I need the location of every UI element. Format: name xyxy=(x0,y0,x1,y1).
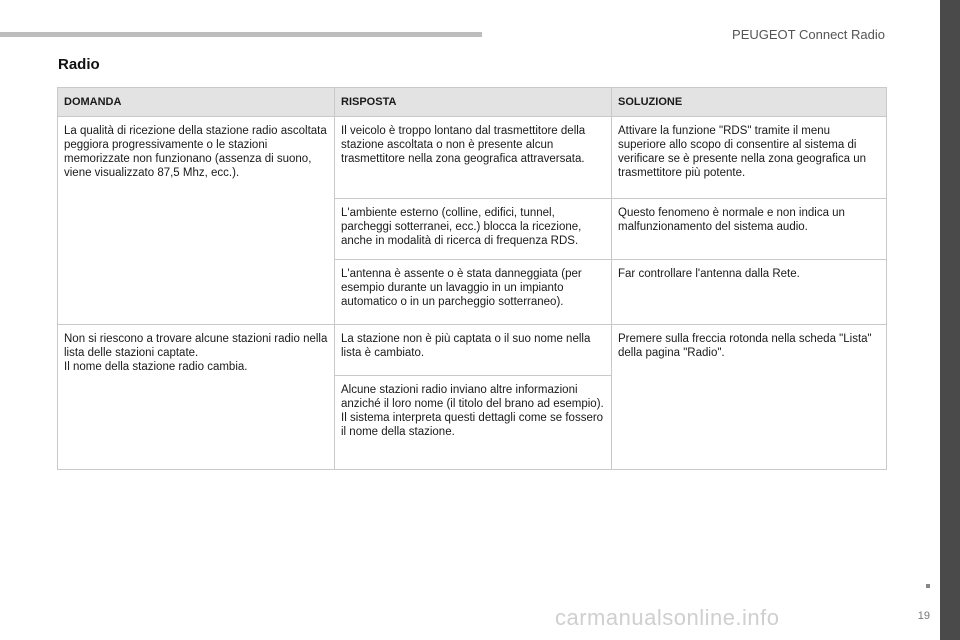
column-header-question: DOMANDA xyxy=(58,88,335,117)
page-side-bar xyxy=(940,0,960,640)
solution-cell: Premere sulla freccia rotonda nella scheda "Lista" della pagina "Radio". xyxy=(612,325,887,470)
table-row xyxy=(58,117,887,199)
page-number: 19 xyxy=(917,610,930,622)
column-header-answer: RISPOSTA xyxy=(335,88,612,117)
section-title: Radio xyxy=(58,56,100,73)
answer-cell: L'antenna è assente o è stata danneggiata (per esempio durante un lavaggio in un impianto automatico o in un parcheggio sotterraneo). xyxy=(335,260,612,325)
question-cell: La qualità di ricezione della stazione radio ascoltata peggiora progressivamente o le stazioni memorizzate non funzionano (assenza di suono, viene visualizzato 87,5 Mhz, ecc.). xyxy=(58,117,335,325)
table-row xyxy=(58,325,887,376)
solution-cell: Attivare la funzione "RDS" tramite il menu superiore allo scopo di consentire al sistema di verificare se è presente nella zona geografica un trasmettitore più potente. xyxy=(612,117,887,199)
question-cell: Non si riescono a trovare alcune stazioni radio nella lista delle stazioni captate. Il nome della stazione radio cambia. xyxy=(58,325,335,470)
watermark-text: carmanualsonline.info xyxy=(555,605,780,630)
page-marker xyxy=(926,584,930,588)
answer-cell: Il veicolo è troppo lontano dal trasmettitore della stazione ascoltata o non è presente alcun trasmettitore nella zona geografica attraversata. xyxy=(335,117,612,199)
solution-cell: Far controllare l'antenna dalla Rete. xyxy=(612,260,887,325)
header-title: PEUGEOT Connect Radio xyxy=(732,27,885,42)
answer-cell: La stazione non è più captata o il suo nome nella lista è cambiato. xyxy=(335,325,612,376)
answer-cell: L'ambiente esterno (colline, edifici, tunnel, parcheggi sotterranei, ecc.) blocca la ricezione, anche in modalità di ricerca di frequenza RDS. xyxy=(335,199,612,260)
answer-cell: Alcune stazioni radio inviano altre informazioni anziché il loro nome (il titolo del brano ad esempio). Il sistema interpreta questi dettagli come se fossero il nome della stazione. xyxy=(335,376,612,470)
solution-cell: Questo fenomeno è normale e non indica un malfunzionamento del sistema audio. xyxy=(612,199,887,260)
column-header-solution: SOLUZIONE xyxy=(612,88,887,117)
troubleshooting-table xyxy=(57,87,887,470)
header-rule xyxy=(0,32,482,37)
table-header-row xyxy=(58,88,887,117)
